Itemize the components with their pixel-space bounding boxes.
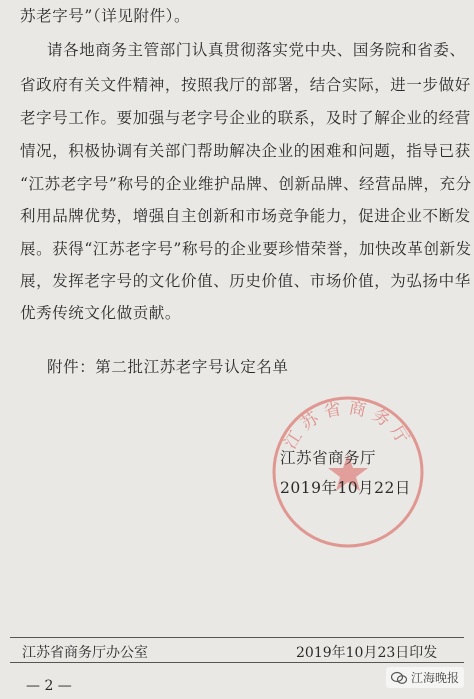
- body-line-4: 老字号工作。要加强与老字号企业的联系，及时了解企业的经营: [20, 109, 471, 127]
- body-line-8: 展。获得“江苏老字号”称号的企业要珍惜荣誉，加快改革创新发: [20, 240, 472, 258]
- seal-text: 江苏省商务厅: [280, 398, 416, 453]
- attachment-line: 附件：第二批江苏老字号认定名单: [47, 358, 289, 376]
- signature-org: 江苏省商务厅: [280, 449, 377, 467]
- watermark: [386, 667, 464, 688]
- chat-bubble-icon: [391, 671, 407, 685]
- footer-top-rule: [10, 637, 464, 638]
- body-line-10: 优秀传统文化做贡献。: [20, 304, 182, 322]
- svg-text:江苏省商务厅: [281, 398, 416, 453]
- body-line-2: 请各地商务主管部门认真贯彻落实党中央、国务院和省委、: [47, 41, 466, 59]
- body-line-7: 利用品牌优势，增强自主创新和市场竞争能力，促进企业不断发: [20, 207, 471, 225]
- body-line-3: 省政府有关文件精神，按照我厅的部署，结合实际，进一步做好: [20, 76, 471, 94]
- body-line-5: 情况，积极协调有关部门帮助解决企业的困难和问题，指导已获: [20, 142, 471, 160]
- body-line-1: 苏老字号”（详见附件）。: [20, 7, 191, 25]
- official-seal: [268, 392, 428, 552]
- body-line-9: 展，发挥老字号的文化价值、历史价值、市场价值，为弘扬中华: [20, 272, 471, 290]
- footer-bottom-rule: [10, 662, 464, 663]
- footer-print-date: 2019年10月23日印发: [296, 645, 438, 661]
- signature-date: 2019年10月22日: [280, 479, 411, 497]
- body-line-6: “江苏老字号”称号的企业维护品牌、创新品牌、经营品牌，充分: [20, 175, 472, 193]
- footer-office: 江苏省商务厅办公室: [22, 645, 148, 661]
- watermark-text: 江海晚报: [410, 671, 459, 685]
- page-number: — 2 —: [26, 678, 72, 694]
